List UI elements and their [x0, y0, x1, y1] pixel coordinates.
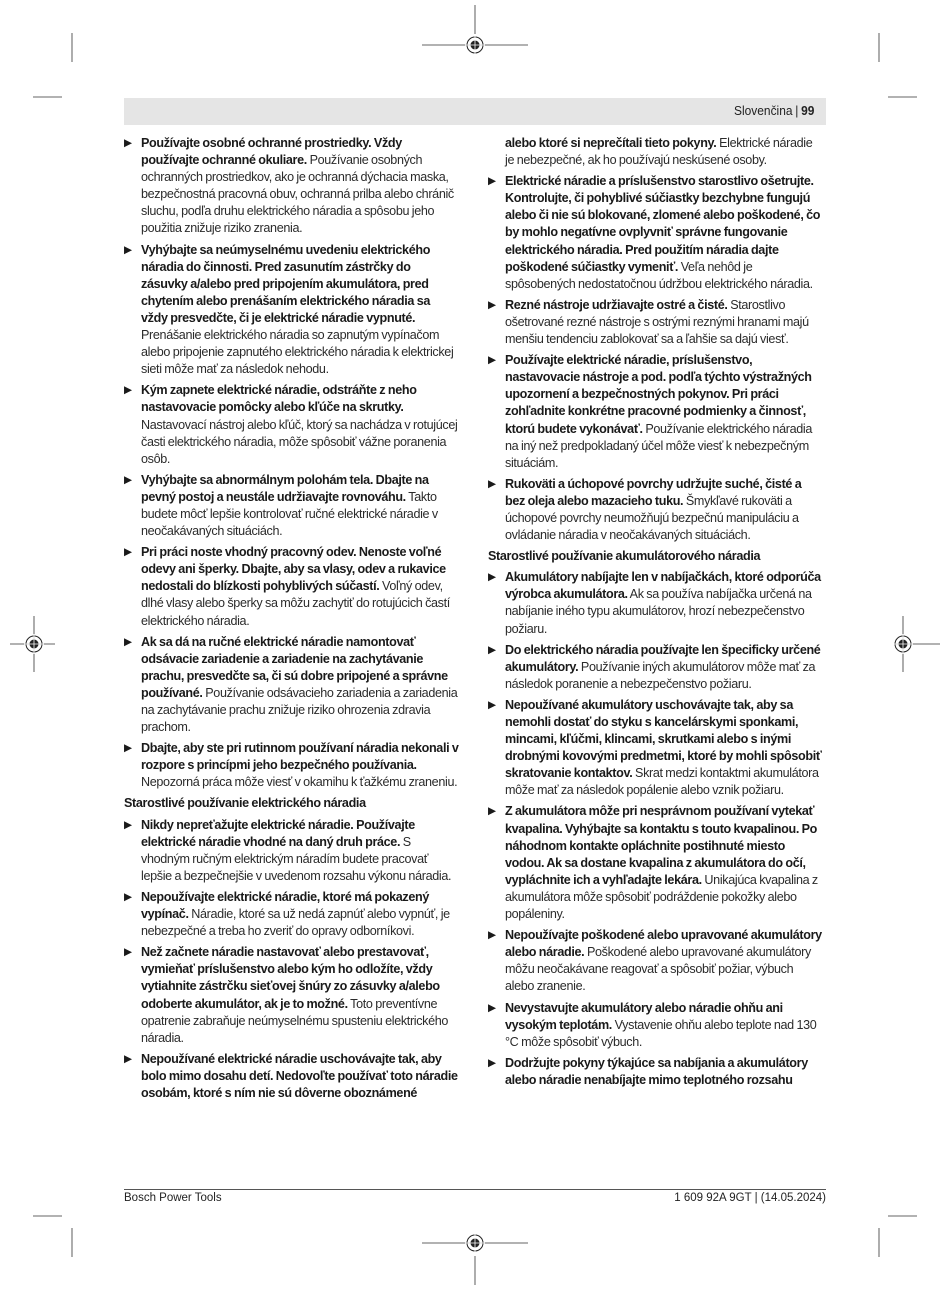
bullet-triangle-icon: ▶	[488, 698, 496, 711]
instruction-explanation: Vystavenie ohňu alebo teplote nad 130 °C môže spôsobiť výbuch.	[505, 1017, 817, 1049]
instruction-explanation: Unikajúca kvapalina z akumulátora môže spôsobiť podráždenie pokožky alebo popáleniny.	[505, 872, 818, 922]
bullet-triangle-icon: ▶	[124, 742, 132, 755]
instruction-item	[488, 1000, 823, 1051]
instruction-explanation: Elektrické náradie je nebezpečné, ak ho používajú neskúsené osoby.	[505, 136, 813, 168]
instruction-continuation	[488, 135, 823, 169]
instruction-item	[124, 944, 459, 1047]
footer-doc-id: 1 609 92A 9GT | (14.05.2024)	[674, 1192, 826, 1204]
bullet-triangle-icon: ▶	[488, 929, 496, 942]
instruction-explanation: Ak sa používa nabíjačka určená na nabíjanie iného typu akumulátorov, hrozí nebezpečenstvo požiaru.	[505, 587, 812, 636]
page-number: 99	[800, 103, 814, 118]
instruction-bold-text: Rezné nástroje udržiavajte ostré a čisté.	[505, 297, 728, 312]
instruction-explanation: Voľný odev, dlhé vlasy alebo šperky sa môžu zachytiť do rotujúcich častí elektrického náradia.	[141, 579, 450, 628]
instruction-item	[488, 569, 823, 637]
instruction-bold-text: Nepoužívané elektrické náradie uschovávajte tak, aby bolo mimo dosahu detí. Nedovoľte používať toto náradie osobám, ktoré s ním nie sú dôverne oboznámené	[141, 1051, 458, 1100]
header-separator: |	[794, 103, 798, 118]
instruction-explanation: S vhodným ručným elektrickým náradím budete pracovať lepšie a bezpečnejšie v uvedenom rozsahu výkonu náradia.	[141, 834, 452, 883]
header-language: Slovenčina	[733, 103, 793, 118]
instruction-item	[124, 740, 459, 791]
bullet-triangle-icon: ▶	[124, 946, 132, 959]
instruction-item	[488, 803, 823, 923]
instruction-explanation: Prenášanie elektrického náradia so zapnutým vypínačom alebo pripojenie zapnutého elektrického náradia k elektrickej sieti môže mať za následok nehodu.	[141, 328, 454, 377]
bullet-triangle-icon: ▶	[488, 643, 496, 656]
footer-rule	[124, 1189, 826, 1190]
instruction-bold-text: Nepoužívané akumulátory uschovávajte tak, aby sa nemohli dostať do styku s kancelárskymi sponkami, mincami, kľúčmi, klincami, skrutkami alebo s inými drobnými kovovými predmetmi, ktoré by mohli spôsobiť skratovanie kontaktov.	[505, 697, 822, 781]
registration-mark-bottom	[465, 1233, 485, 1253]
instruction-explanation: Používanie osobných ochranných prostriedkov, ako je ochranná dýchacia maska, bezpečnostná pracovná obuv, ochranná prilba alebo chránič sluchu, podľa druhu elektrického náradia a spôsobu jeho použitia znižuje riziko zranenia.	[141, 153, 454, 236]
instruction-bold-text: Nevystavujte akumulátory alebo náradie ohňu ani vysokým teplotám.	[505, 1000, 783, 1032]
registration-mark-top	[465, 35, 485, 55]
instruction-bold-text: Vyhýbajte sa neúmyselnému uvedeniu elektrického náradia do činnosti. Pred zasunutím zástrčky do zásuvky a/alebo pred pripojením akumulátora, pred chytením alebo prenášaním elektrického náradia sa vždy presvedčte, či je elektrické náradie vypnuté.	[141, 242, 431, 325]
instruction-bold-text: Akumulátory nabíjajte len v nabíjačkách, ktoré odporúča výrobca akumulátora.	[505, 570, 821, 602]
instruction-bold-text: Kým zapnete elektrické náradie, odstráňte z neho nastavovacie pomôcky alebo kľúče na skrutky.	[141, 383, 417, 415]
registration-mark-left	[24, 634, 44, 654]
section-title: Starostlivé používanie elektrického náradia	[124, 796, 366, 811]
instruction-bold-text: Dodržujte pokyny týkajúce sa nabíjania a akumulátory alebo náradie nenabíjajte mimo teplotného rozsahu	[505, 1055, 808, 1087]
bullet-triangle-icon: ▶	[124, 473, 132, 486]
footer-brand: Bosch Power Tools	[124, 1192, 222, 1204]
instruction-explanation: Takto budete môcť lepšie kontrolovať ručné elektrické náradie v neočakávaných situáciách.	[141, 489, 438, 539]
instruction-item	[124, 817, 459, 885]
instruction-explanation: Používanie odsávacieho zariadenia a zariadenia na zachytávanie prachu znižuje riziko ohrozenia zdravia prachom.	[141, 685, 458, 735]
bullet-triangle-icon: ▶	[124, 890, 132, 903]
instruction-explanation: Nastavovací nástroj alebo kľúč, ktorý sa nachádza v rotujúcej časti elektrického náradia, môže spôsobiť vážne poranenia osôb.	[141, 417, 458, 466]
instruction-item	[124, 242, 459, 379]
instruction-item	[124, 135, 459, 238]
instruction-explanation: Starostlivo ošetrované rezné nástroje s ostrými reznými hranami majú menšiu tendenciu zablokovať sa a ľahšie sa dajú viesť.	[505, 297, 809, 347]
bullet-triangle-icon: ▶	[488, 1056, 496, 1069]
instruction-explanation: Toto preventívne opatrenie zabraňuje neúmyselnému spusteniu elektrického náradia.	[141, 996, 449, 1045]
instruction-bold-text: Rukoväti a úchopové povrchy udržujte suché, čisté a bez oleja alebo mazacieho tuku.	[505, 476, 802, 508]
instruction-item	[124, 1051, 459, 1102]
section-title: Starostlivé používanie akumulátorového náradia	[488, 549, 761, 564]
bullet-triangle-icon: ▶	[488, 175, 496, 188]
right-column	[488, 135, 823, 1093]
instruction-explanation: Skrat medzi kontaktmi akumulátora môže mať za následok popálenie alebo vznik požiaru.	[505, 766, 819, 798]
bullet-triangle-icon: ▶	[488, 298, 496, 311]
bullet-triangle-icon: ▶	[488, 805, 496, 818]
bullet-triangle-icon: ▶	[124, 818, 132, 831]
instruction-item	[124, 889, 459, 940]
instruction-explanation: Používanie elektrického náradia na iný než predpokladaný účel môže viesť k nebezpečným situáciám.	[505, 421, 812, 470]
bullet-triangle-icon: ▶	[124, 384, 132, 397]
instruction-explanation: Nepozorná práca môže viesť v okamihu k ťažkému zraneniu.	[141, 775, 458, 790]
left-column	[124, 135, 459, 1106]
instruction-item	[488, 297, 823, 348]
instruction-bold-text: Používajte osobné ochranné prostriedky. Vždy používajte ochranné okuliare.	[141, 136, 402, 168]
instruction-bold-text: Z akumulátora môže pri nesprávnom používaní vytekať kvapalina. Vyhýbajte sa kontaktu s touto kvapalinou. Po náhodnom kontakte opláchnite postihnuté miesto vodou. Ak sa dostane kvapalina z akumulátora do očí, vypláchnite ich a vyhľadajte lekára.	[505, 804, 818, 887]
bullet-triangle-icon: ▶	[124, 243, 132, 256]
instruction-bold-text: Než začnete náradie nastavovať alebo prestavovať, vymieňať príslušenstvo alebo kým ho odložíte, vždy vytiahnite zástrčku sieťovej šnúry zo zásuvky a/alebo odoberte akumulátor, ak je to možné.	[141, 945, 440, 1011]
instruction-item	[488, 476, 823, 544]
instruction-bold-text: Nepoužívajte poškodené alebo upravované akumulátory alebo náradie.	[505, 928, 822, 960]
instruction-item	[488, 697, 823, 800]
registration-mark-right	[893, 634, 913, 654]
bullet-triangle-icon: ▶	[124, 137, 132, 149]
instruction-item	[124, 634, 459, 737]
bullet-triangle-icon: ▶	[488, 571, 496, 584]
bullet-triangle-icon: ▶	[124, 635, 132, 648]
instruction-bold-text: Vyhýbajte sa abnormálnym polohám tela. Dbajte na pevný postoj a neustále udržiavajte rovnováhu.	[141, 472, 429, 504]
instruction-explanation: Poškodené alebo upravované akumulátory môžu neočakávane reagovať a spôsobiť požiar, výbuch alebo zranenie.	[505, 945, 811, 994]
instruction-explanation: Veľa nehôd je spôsobených nedostatočnou údržbou elektrického náradia.	[505, 259, 813, 291]
bullet-triangle-icon: ▶	[124, 546, 132, 559]
bullet-triangle-icon: ▶	[488, 1001, 496, 1014]
instruction-item	[488, 927, 823, 995]
instruction-bold-text: Elektrické náradie a príslušenstvo starostlivo ošetrujte. Kontrolujte, či pohyblivé súčiastky bezchybne fungujú alebo či nie sú blokované, zlomené alebo poškodené, čo by mohlo negatívne ovplyvniť správne fungovanie elektrického náradia. Pred použitím náradia dajte poškodené súčiastky vymeniť.	[505, 174, 821, 274]
instruction-item	[124, 382, 459, 467]
instruction-explanation: Náradie, ktoré sa už nedá zapnúť alebo vypnúť, je nebezpečné a treba ho zveriť do opravy odborníkovi.	[141, 907, 450, 939]
instruction-item	[488, 352, 823, 472]
bullet-triangle-icon: ▶	[124, 1052, 132, 1065]
instruction-item	[488, 1055, 823, 1089]
instruction-item	[124, 472, 459, 540]
bullet-triangle-icon: ▶	[488, 354, 496, 367]
instruction-bold-text: Používajte elektrické náradie, príslušenstvo, nastavovacie nástroje a pod. podľa týchto výstražných upozornení a bezpečnostných pokynov. Pri práci zohľadnite konkrétne pracovné podmienky a činnosť, ktorú budete vykonávať.	[505, 353, 812, 436]
instruction-bold-text: alebo ktoré si neprečítali tieto pokyny.	[505, 136, 717, 150]
instruction-explanation: Používanie iných akumulátorov môže mať za následok poranenie a nebezpečenstvo požiaru.	[505, 659, 816, 691]
instruction-bold-text: Ak sa dá na ručné elektrické náradie namontovať odsávacie zariadenie a zariadenie na zachytávanie prachu, presvedčte sa, či sú dobre pripojené a správne používané.	[141, 634, 448, 700]
instruction-bold-text: Nikdy nepreťažujte elektrické náradie. Používajte elektrické náradie vhodné na daný druh práce.	[141, 817, 415, 849]
instruction-bold-text: Dbajte, aby ste pri rutinnom používaní náradia nekonali v rozpore s princípmi jeho bezpečného používania.	[141, 741, 459, 773]
instruction-bold-text: Pri práci noste vhodný pracovný odev. Nenoste voľné odevy ani šperky. Dbajte, aby sa vlasy, odev a rukavice nedostali do blízkosti pohyblivých súčastí.	[141, 545, 446, 594]
page-header	[124, 98, 826, 125]
instruction-bold-text: Do elektrického náradia používajte len špecificky určené akumulátory.	[505, 642, 821, 674]
header-text	[734, 103, 814, 118]
bullet-triangle-icon: ▶	[488, 477, 496, 490]
instruction-item	[124, 544, 459, 629]
instruction-explanation: Šmykľavé rukoväti a úchopové povrchy neumožňujú bezpečnú manipuláciu a ovládanie náradia v neočakávaných situáciách.	[505, 493, 799, 543]
instruction-item	[488, 173, 823, 293]
instruction-item	[488, 642, 823, 693]
instruction-bold-text: Nepoužívajte elektrické náradie, ktoré má pokazený vypínač.	[141, 889, 429, 922]
